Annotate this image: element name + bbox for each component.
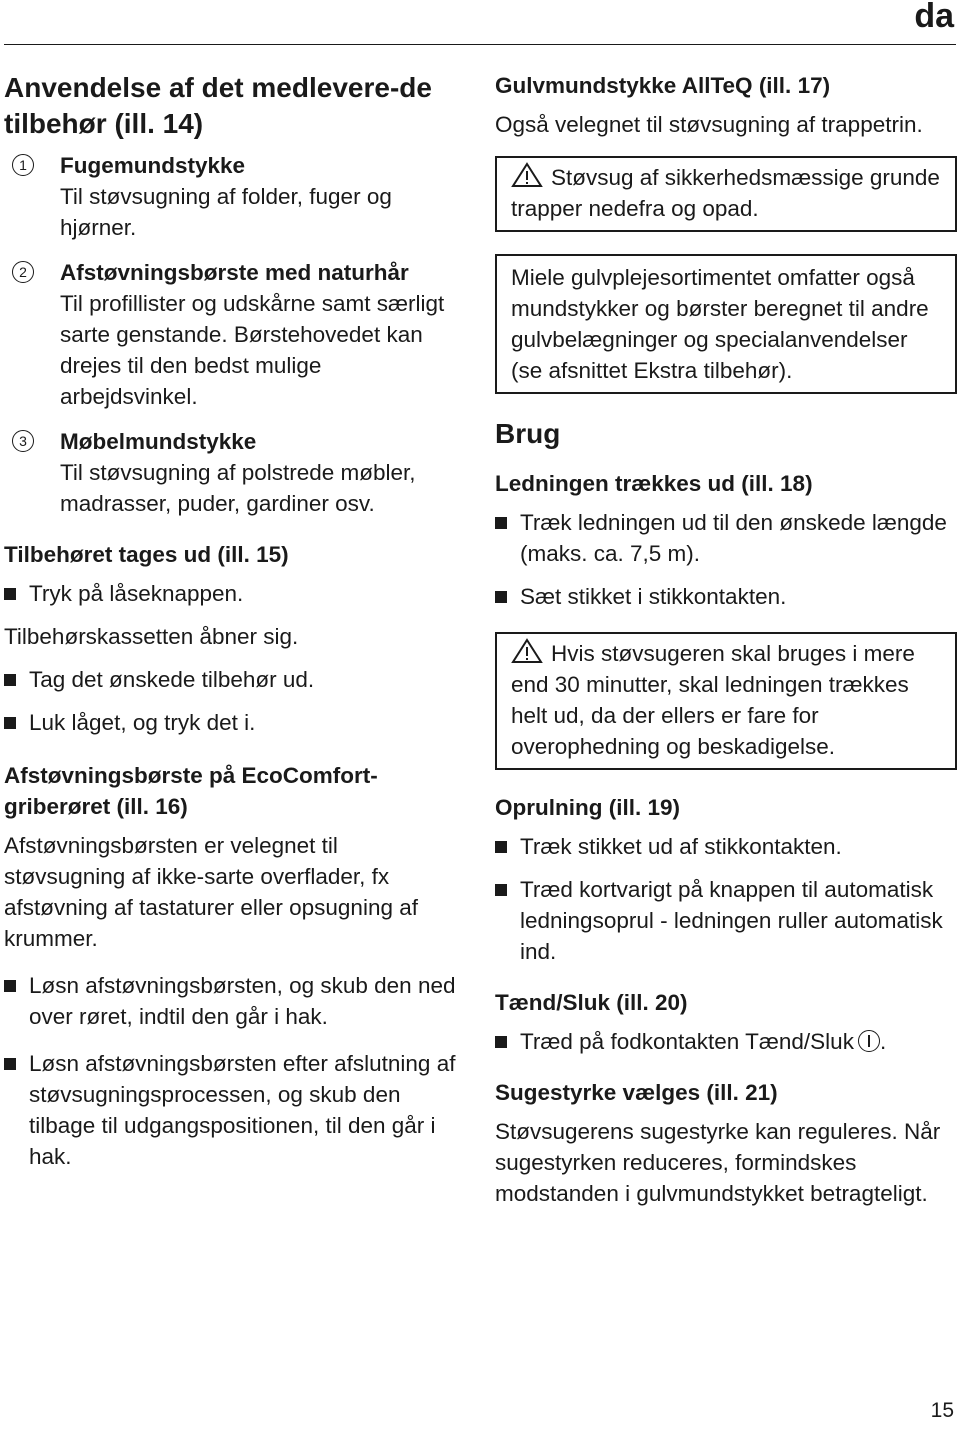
suction-description: Støvsugerens sugestyrke kan reguleres. Når sugestyrken reduceres, formindskes modstanden i gulvmundstykket betragteligt. bbox=[495, 1119, 941, 1206]
bullet-square bbox=[495, 841, 507, 853]
bullet-text: Tryk på låseknappen. bbox=[29, 581, 244, 606]
heading-suction: Sugestyrke vælges (ill. 21) bbox=[495, 1080, 778, 1105]
bullet-step bbox=[495, 1026, 957, 1057]
accessory-description: Til støvsugning af folder, fuger og hjørner. bbox=[60, 184, 392, 240]
accessory-description: Til profillister og udskårne samt særligt sarte genstande. Børstehovedet kan drejes til den bedst mulige arbejdsvinkel. bbox=[60, 291, 445, 409]
heading-on-off: Tænd/Sluk (ill. 20) bbox=[495, 990, 688, 1015]
warning-box-stairs bbox=[495, 156, 957, 232]
heading-pull-cord: Ledningen trækkes ud (ill. 18) bbox=[495, 471, 813, 496]
accessory-title: Afstøvningsbørste med naturhår bbox=[60, 260, 409, 285]
heading-use: Brug bbox=[495, 418, 561, 449]
bullet-text: Træk ledningen ud til den ønskede længde (maks. ca. 7,5 m). bbox=[520, 510, 947, 566]
bullet-square bbox=[495, 1036, 507, 1048]
bullet-text: Løsn afstøvningsbørsten, og skub den ned over røret, indtil den går i hak. bbox=[29, 973, 456, 1029]
bullet-square bbox=[4, 674, 16, 686]
bullet-step bbox=[4, 1048, 464, 1172]
eco-description: Afstøvningsbørsten er velegnet til støvsugning af ikke-sarte overflader, fx afstøvning af tastaturer eller opsugning af krummer. bbox=[4, 833, 418, 951]
warning-triangle-icon bbox=[511, 638, 543, 664]
floor-description: Også velegnet til støvsugning af trappetrin. bbox=[495, 112, 923, 137]
accessory-item-3 bbox=[4, 426, 464, 519]
header-rule bbox=[4, 44, 956, 45]
bullet-step bbox=[4, 707, 464, 738]
accessory-item-2 bbox=[4, 257, 464, 412]
bullet-step bbox=[495, 874, 957, 967]
info-box-accessories bbox=[495, 254, 957, 394]
section-title-accessories: Anvendelse af det medlevere-de tilbehør (ill. 14) bbox=[4, 72, 432, 139]
heading-rewind: Oprulning (ill. 19) bbox=[495, 795, 680, 820]
accessory-title: Møbelmundstykke bbox=[60, 429, 257, 454]
bullet-step bbox=[4, 970, 464, 1032]
warning-triangle-icon bbox=[511, 162, 543, 188]
heading-eco-brush: Afstøvningsbørste på EcoComfort-griberøret (ill. 16) bbox=[4, 763, 378, 819]
left-column bbox=[4, 70, 464, 1184]
right-column bbox=[495, 70, 957, 1209]
power-symbol-icon bbox=[858, 1030, 880, 1052]
bullet-square bbox=[4, 717, 16, 729]
bullet-text: Træd kortvarigt på knappen til automatisk ledningsoprul - ledningen ruller automatisk ind. bbox=[520, 877, 943, 964]
page-number: 15 bbox=[930, 1399, 954, 1422]
bullet-step bbox=[4, 664, 464, 695]
bullet-square bbox=[4, 588, 16, 600]
bullet-step bbox=[4, 578, 464, 609]
accessory-title: Fugemundstykke bbox=[60, 153, 246, 178]
bullet-text: Træd på fodkontakten Tænd/Sluk bbox=[520, 1029, 854, 1054]
bullet-text: Træk stikket ud af stikkontakten. bbox=[520, 834, 842, 859]
heading-remove-accessory: Tilbehøret tages ud (ill. 15) bbox=[4, 542, 289, 567]
bullet-text: Sæt stikket i stikkontakten. bbox=[520, 584, 787, 609]
item-number-badge: 3 bbox=[12, 430, 34, 452]
bullet-square bbox=[4, 1058, 16, 1070]
bullet-step bbox=[495, 581, 957, 612]
bullet-square bbox=[495, 884, 507, 896]
warning-text: Hvis støvsugeren skal bruges i mere end 30 minutter, skal ledningen trækkes helt ud, da der ellers er fare for overophedning og beskadigelse. bbox=[511, 641, 915, 759]
item-number-badge: 1 bbox=[12, 154, 34, 176]
bullet-text: Løsn afstøvningsbørsten efter afslutning af støvsugningsprocessen, og skub den tilbage til udgangspositionen, til den går i hak. bbox=[29, 1051, 456, 1169]
bullet-text-end: . bbox=[879, 1029, 887, 1054]
bullet-text: Tag det ønskede tilbehør ud. bbox=[29, 667, 315, 692]
bullet-square bbox=[495, 517, 507, 529]
accessory-item-1 bbox=[4, 150, 464, 243]
bullet-step bbox=[495, 507, 957, 569]
bullet-square bbox=[4, 980, 16, 992]
info-text: Miele gulvplejesortimentet omfatter også mundstykker og børster beregnet til andre gulvbelægninger og specialanvendelser (se afsnittet Ekstra tilbehør). bbox=[511, 265, 929, 383]
bullet-text: Luk låget, og tryk det i. bbox=[29, 710, 256, 735]
remove-note: Tilbehørskassetten åbner sig. bbox=[4, 624, 299, 649]
warning-text: Støvsug af sikkerhedsmæssige grunde trapper nedefra og opad. bbox=[511, 165, 940, 221]
language-code: da bbox=[914, 0, 954, 35]
bullet-step bbox=[495, 831, 957, 862]
item-number-badge: 2 bbox=[12, 261, 34, 283]
bullet-square bbox=[495, 591, 507, 603]
warning-box-cord bbox=[495, 632, 957, 770]
heading-floor-nozzle: Gulvmundstykke AllTeQ (ill. 17) bbox=[495, 73, 831, 98]
accessory-description: Til støvsugning af polstrede møbler, madrasser, puder, gardiner osv. bbox=[60, 460, 416, 516]
